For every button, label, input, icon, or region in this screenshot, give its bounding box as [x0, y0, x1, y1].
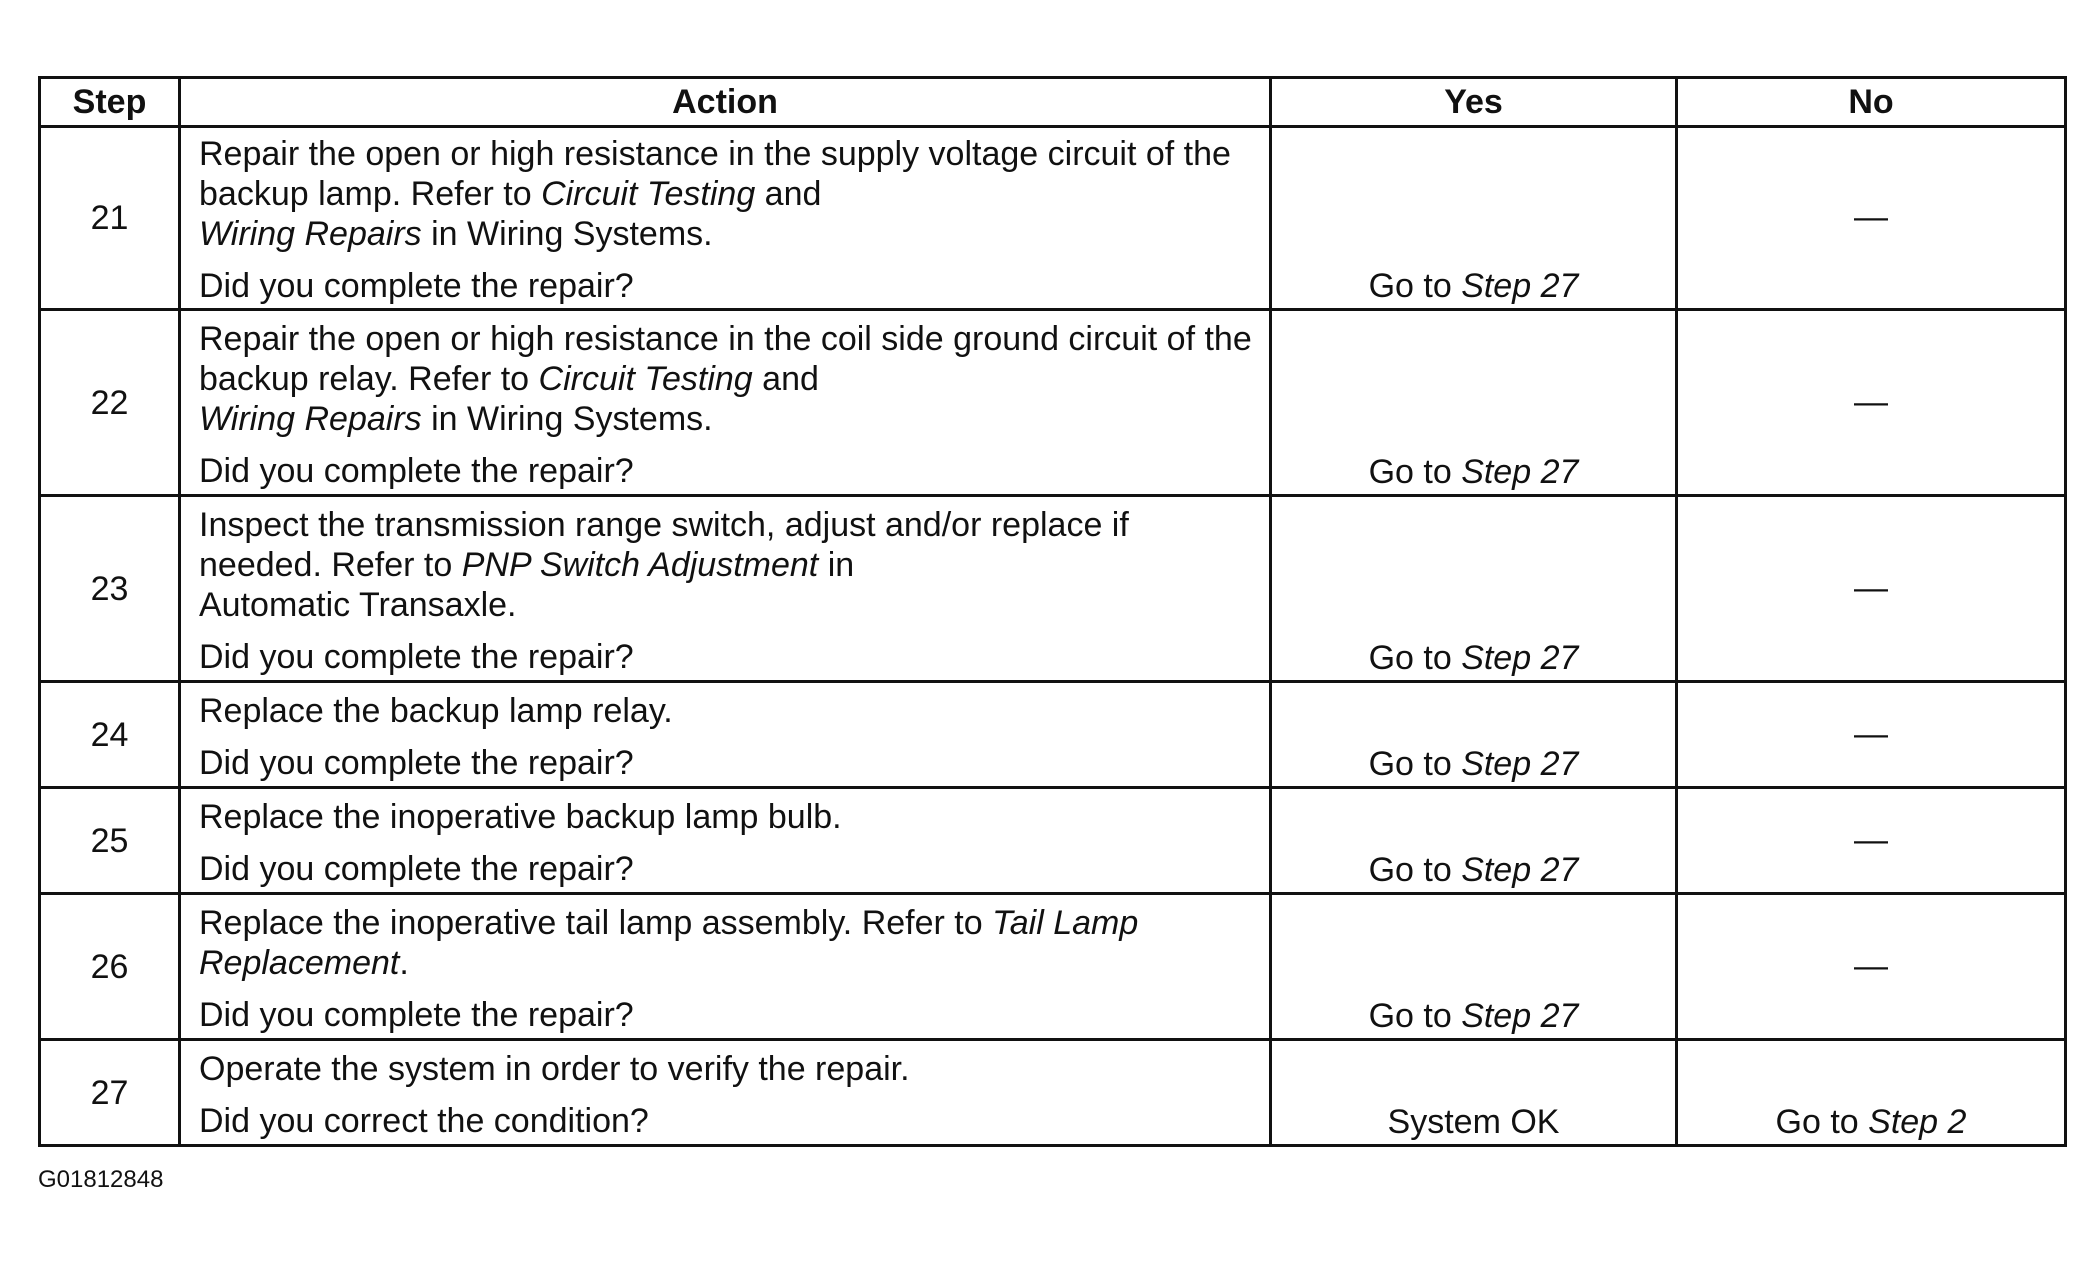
instruction-text: Repair the open or high resistance in the supply voltage circuit of the backup lamp. Refer to Circuit Testing and Wiring Repairs in Wiring Systems. [199, 135, 1231, 253]
step-link: Step 27 [1461, 639, 1579, 677]
action-cell [180, 496, 1271, 682]
step-link: Step 27 [1461, 851, 1579, 889]
no-cell: — [1677, 682, 2066, 788]
step-link: Step 27 [1461, 745, 1579, 783]
figure-id: G01812848 [38, 1166, 164, 1193]
instruction-text: Replace the inoperative tail lamp assembly. Refer to Tail Lamp Replacement. [199, 903, 1139, 982]
question-text: Did you complete the repair? [199, 451, 634, 490]
no-cell: — [1677, 894, 2066, 1040]
header-row [40, 78, 2066, 127]
header-yes: Yes [1271, 78, 1677, 127]
step-link: Step 27 [1461, 997, 1579, 1035]
yes-cell: Go to Step 27 [1271, 894, 1677, 1040]
question-text: Did you complete the repair? [199, 849, 634, 888]
question-text: Did you complete the repair? [199, 637, 634, 676]
step-number: 25 [40, 788, 180, 894]
wiring-repairs-ref: Wiring Repairs [199, 399, 422, 438]
action-cell [180, 894, 1271, 1040]
circuit-testing-ref: Circuit Testing [538, 359, 753, 398]
step-link: Step 27 [1461, 267, 1579, 305]
instruction-text: Operate the system in order to verify the repair. [199, 1049, 910, 1088]
step-number: 27 [40, 1040, 180, 1146]
wiring-repairs-ref: Wiring Repairs [199, 215, 422, 253]
action-cell [180, 127, 1271, 310]
no-cell: Go to Step 2 [1677, 1040, 2066, 1146]
table-row [40, 1040, 2066, 1146]
yes-cell: System OK [1271, 1040, 1677, 1146]
table-row [40, 894, 2066, 1040]
question-text: Did you complete the repair? [199, 743, 634, 782]
step-number: 22 [40, 310, 180, 496]
table-row [40, 310, 2066, 496]
header-action: Action [180, 78, 1271, 127]
table-row [40, 496, 2066, 682]
yes-cell: Go to Step 27 [1271, 127, 1677, 310]
table-row [40, 682, 2066, 788]
step-number: 26 [40, 894, 180, 1040]
step-number: 23 [40, 496, 180, 682]
step-link: Step 2 [1868, 1103, 1967, 1141]
instruction-text: Replace the backup lamp relay. [199, 691, 673, 730]
header-no: No [1677, 78, 2066, 127]
question-text: Did you complete the repair? [199, 267, 634, 305]
circuit-testing-ref: Circuit Testing [541, 175, 756, 213]
no-cell: — [1677, 310, 2066, 496]
action-cell [180, 788, 1271, 894]
instruction-text: Inspect the transmission range switch, adjust and/or replace if needed. Refer to PNP Switch Adjustment in Automatic Transaxle. [199, 505, 1129, 624]
question-text: Did you correct the condition? [199, 1101, 649, 1140]
yes-cell: Go to Step 27 [1271, 310, 1677, 496]
instruction-text: Replace the inoperative backup lamp bulb. [199, 797, 842, 836]
no-cell: — [1677, 127, 2066, 310]
step-number: 24 [40, 682, 180, 788]
yes-cell: Go to Step 27 [1271, 788, 1677, 894]
table-row [40, 127, 2066, 310]
step-link: Step 27 [1461, 453, 1579, 491]
step-number: 21 [40, 127, 180, 310]
pnp-switch-adjustment-ref: PNP Switch Adjustment [461, 545, 819, 584]
instruction-text: Repair the open or high resistance in the coil side ground circuit of the backup relay. Refer to Circuit Testing and Wiring Repairs in Wiring Systems. [199, 319, 1252, 438]
yes-cell: Go to Step 27 [1271, 682, 1677, 788]
action-cell [180, 1040, 1271, 1146]
action-cell [180, 682, 1271, 788]
no-cell: — [1677, 496, 2066, 682]
question-text: Did you complete the repair? [199, 995, 634, 1034]
yes-cell: Go to Step 27 [1271, 496, 1677, 682]
tail-lamp-replacement-ref: Tail Lamp Replacement [199, 903, 1139, 982]
action-cell [180, 310, 1271, 496]
no-cell: — [1677, 788, 2066, 894]
header-step: Step [40, 78, 180, 127]
diagnostic-table [38, 76, 2067, 1147]
table-row [40, 788, 2066, 894]
